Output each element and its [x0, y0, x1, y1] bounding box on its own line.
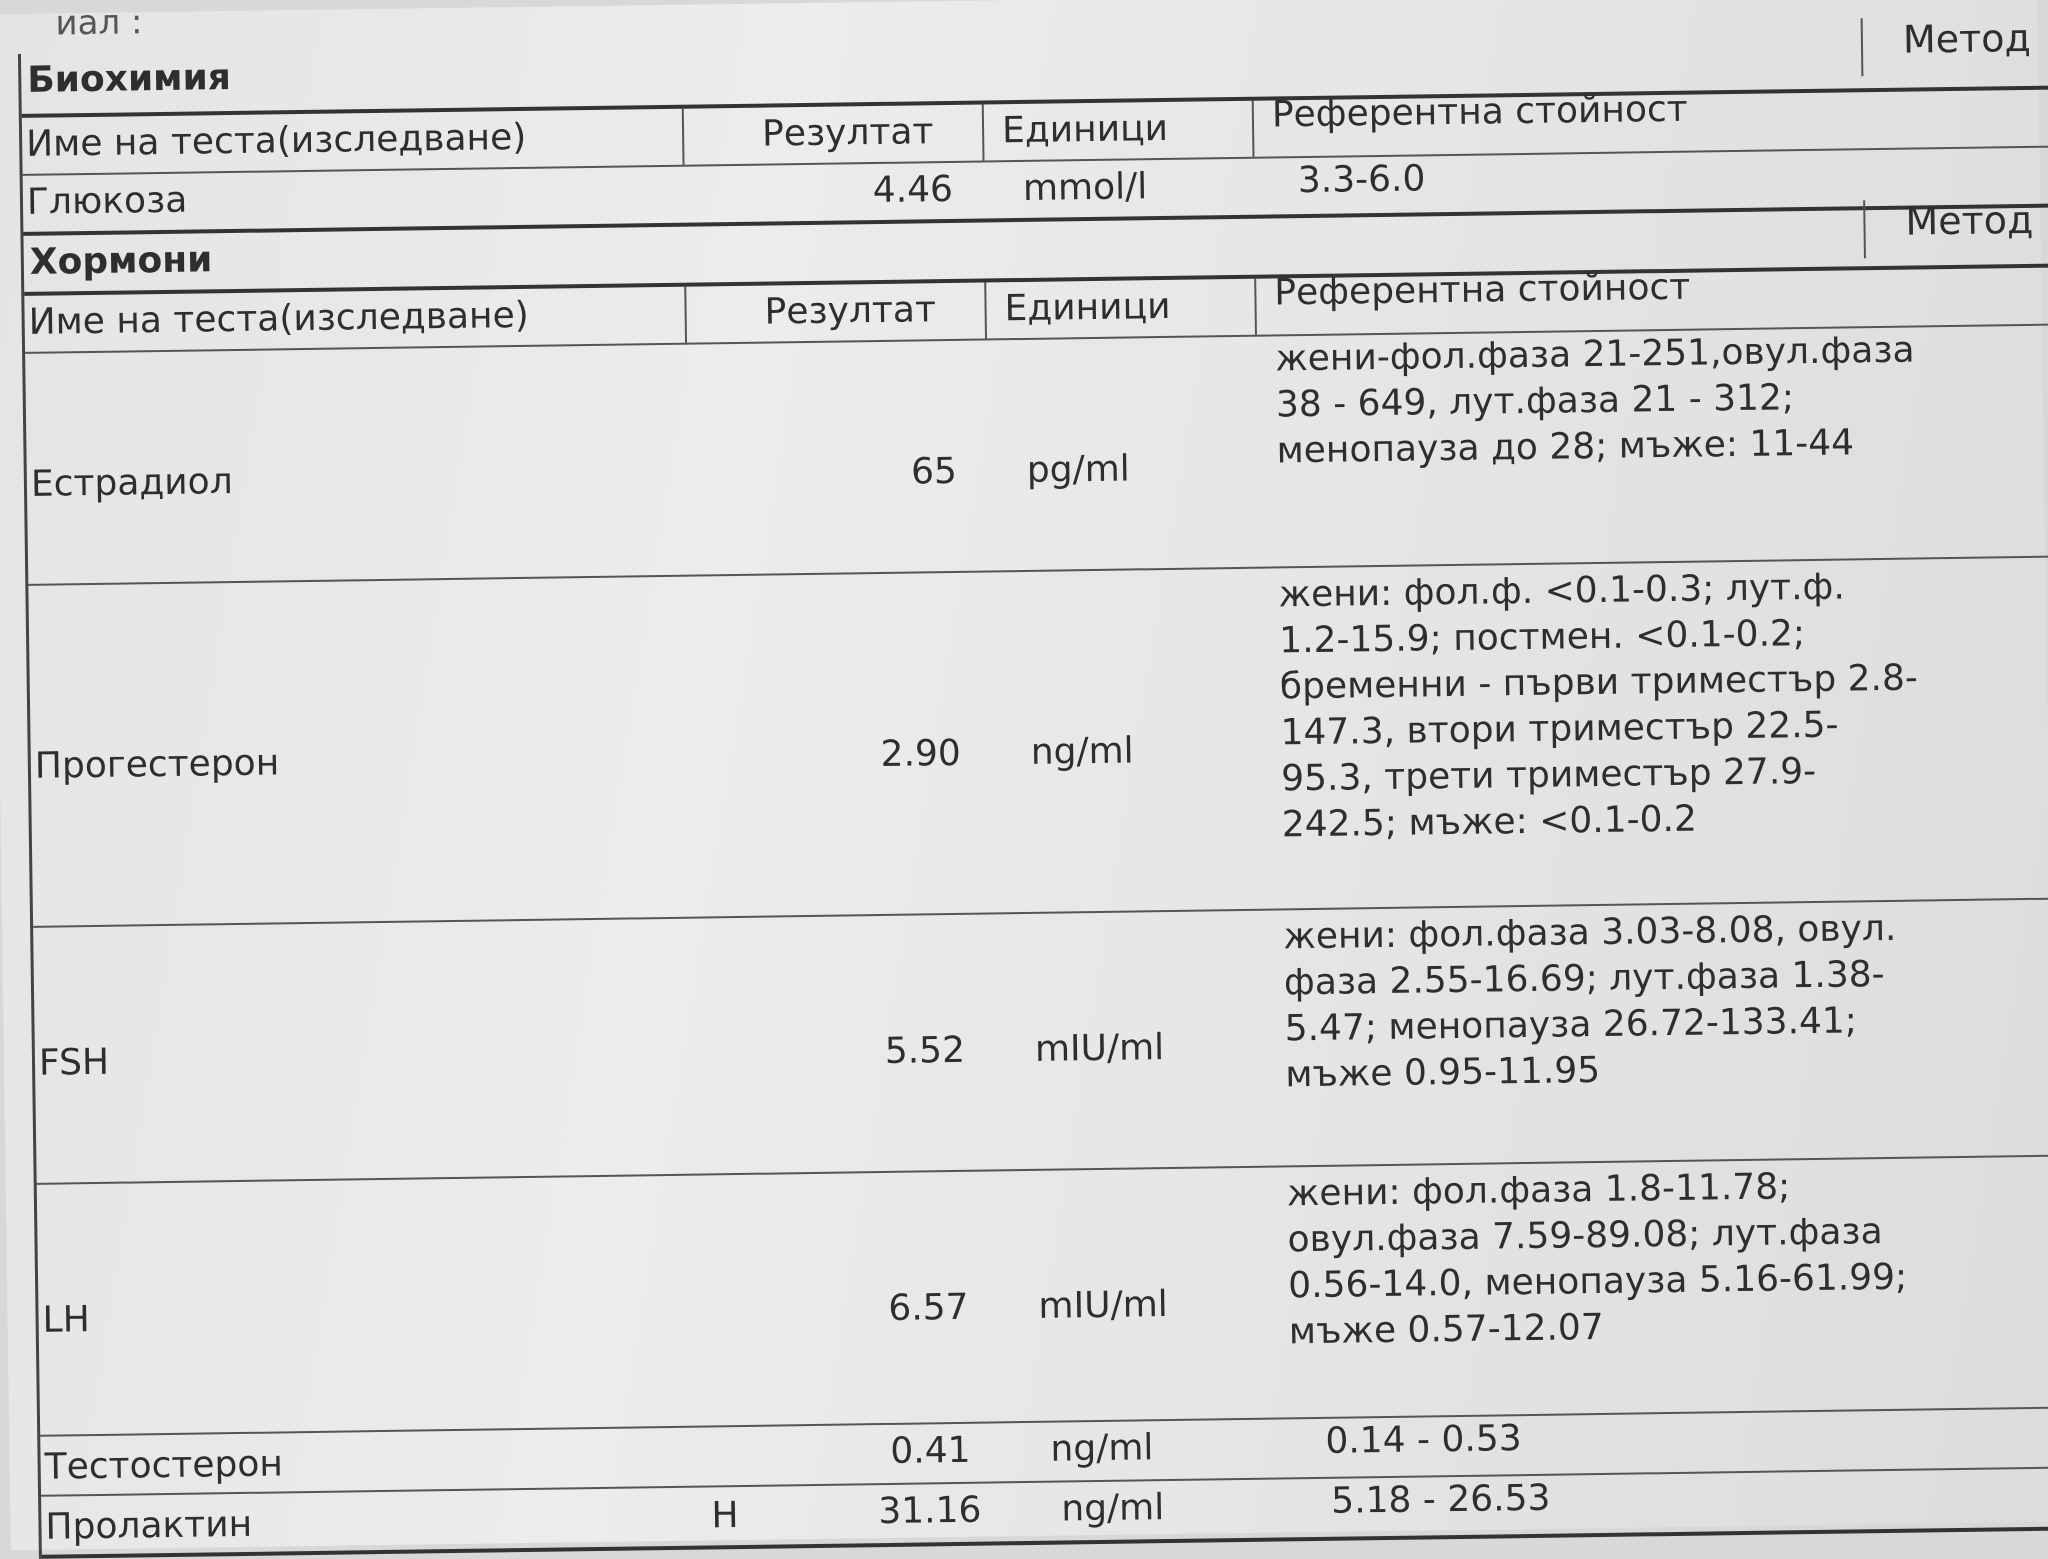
test-name: Глюкоза — [26, 179, 188, 223]
biochem-header-result: Резултат — [761, 111, 934, 155]
biochem-header-units: Единици — [1001, 107, 1169, 152]
test-reference: жени: фол.ф. <0.1-0.3; лут.ф. 1.2-15.9; постмен. <0.1-0.2; бременни - първи триместър 2.8-147.3, втори триместър 22.5-95.3, трети триместър 27.9-242.5; мъже: <0.1-0.2 — [1278, 566, 1919, 846]
test-result: 65 — [910, 450, 958, 493]
top-label: иал : — [55, 2, 143, 44]
col-divider — [1252, 101, 1255, 157]
test-name: Естрадиол — [30, 461, 233, 505]
test-reference: жени: фол.фаза 3.03-8.08, овул. фаза 2.55-16.69; лут.фаза 1.38-5.47; менопауза 26.72-133.41; мъже 0.95-11.95 — [1283, 907, 1897, 1096]
test-name: Тестостерон — [44, 1443, 284, 1488]
test-result: 5.52 — [884, 1029, 966, 1072]
test-reference: 5.18 - 26.53 — [1330, 1477, 1551, 1522]
hormones-header-ref: Референтна стойност — [1274, 266, 1691, 314]
hormones-header-result: Резултат — [764, 289, 937, 333]
test-units: mIU/ml — [1038, 1284, 1169, 1327]
test-reference: жени-фол.фаза 21-251,овул.фаза 38 - 649, лут.фаза 21 - 312; менопауза до 28; мъже: 11-44 — [1275, 329, 1915, 472]
hormones-section-title: Хормони — [29, 239, 213, 283]
table-row — [25, 325, 2048, 585]
col-divider — [684, 287, 687, 343]
col-divider — [682, 109, 685, 165]
test-reference: 0.14 - 0.53 — [1325, 1418, 1522, 1462]
test-result: 31.16 — [878, 1489, 982, 1533]
biochem-header-name: Име на теста(изследване) — [25, 116, 527, 165]
biochem-section-title: Биохимия — [27, 57, 232, 101]
abnormal-flag: H — [711, 1495, 739, 1537]
table-row — [33, 899, 2048, 1184]
biochem-header-ref: Референтна стойност — [1271, 88, 1689, 136]
test-result: 6.57 — [888, 1286, 969, 1329]
test-units: ng/ml — [1050, 1427, 1154, 1470]
test-units: mIU/ml — [1034, 1027, 1165, 1070]
test-result: 4.46 — [872, 168, 954, 212]
table-row — [37, 1156, 2048, 1436]
test-units: ng/ml — [1030, 730, 1134, 773]
test-units: mmol/l — [1022, 166, 1148, 209]
test-name: Пролактин — [45, 1503, 253, 1548]
test-name: Прогестерон — [34, 742, 280, 787]
test-name: FSH — [38, 1041, 110, 1084]
hormones-method-header: Метод — [1863, 198, 2034, 258]
hormones-header-name: Име на теста(изследване) — [28, 294, 530, 343]
test-name: LH — [42, 1299, 91, 1341]
test-reference: жени: фол.фаза 1.8-11.78; овул.фаза 7.59-89.08; лут.фаза 0.56-14.0, менопауза 5.16-61.99; мъже 0.57-12.07 — [1286, 1166, 1908, 1353]
hormones-header-units: Единици — [1004, 285, 1171, 330]
col-divider — [1254, 279, 1257, 335]
biochem-method-header: Метод — [1861, 16, 2032, 76]
test-units: ng/ml — [1061, 1487, 1165, 1530]
test-result: 0.41 — [890, 1429, 971, 1472]
test-reference: 3.3-6.0 — [1297, 158, 1426, 202]
test-result: 2.90 — [880, 732, 962, 775]
test-units: pg/ml — [1026, 448, 1131, 491]
table-row — [28, 557, 2048, 927]
col-divider — [984, 282, 987, 338]
col-divider — [982, 104, 985, 160]
